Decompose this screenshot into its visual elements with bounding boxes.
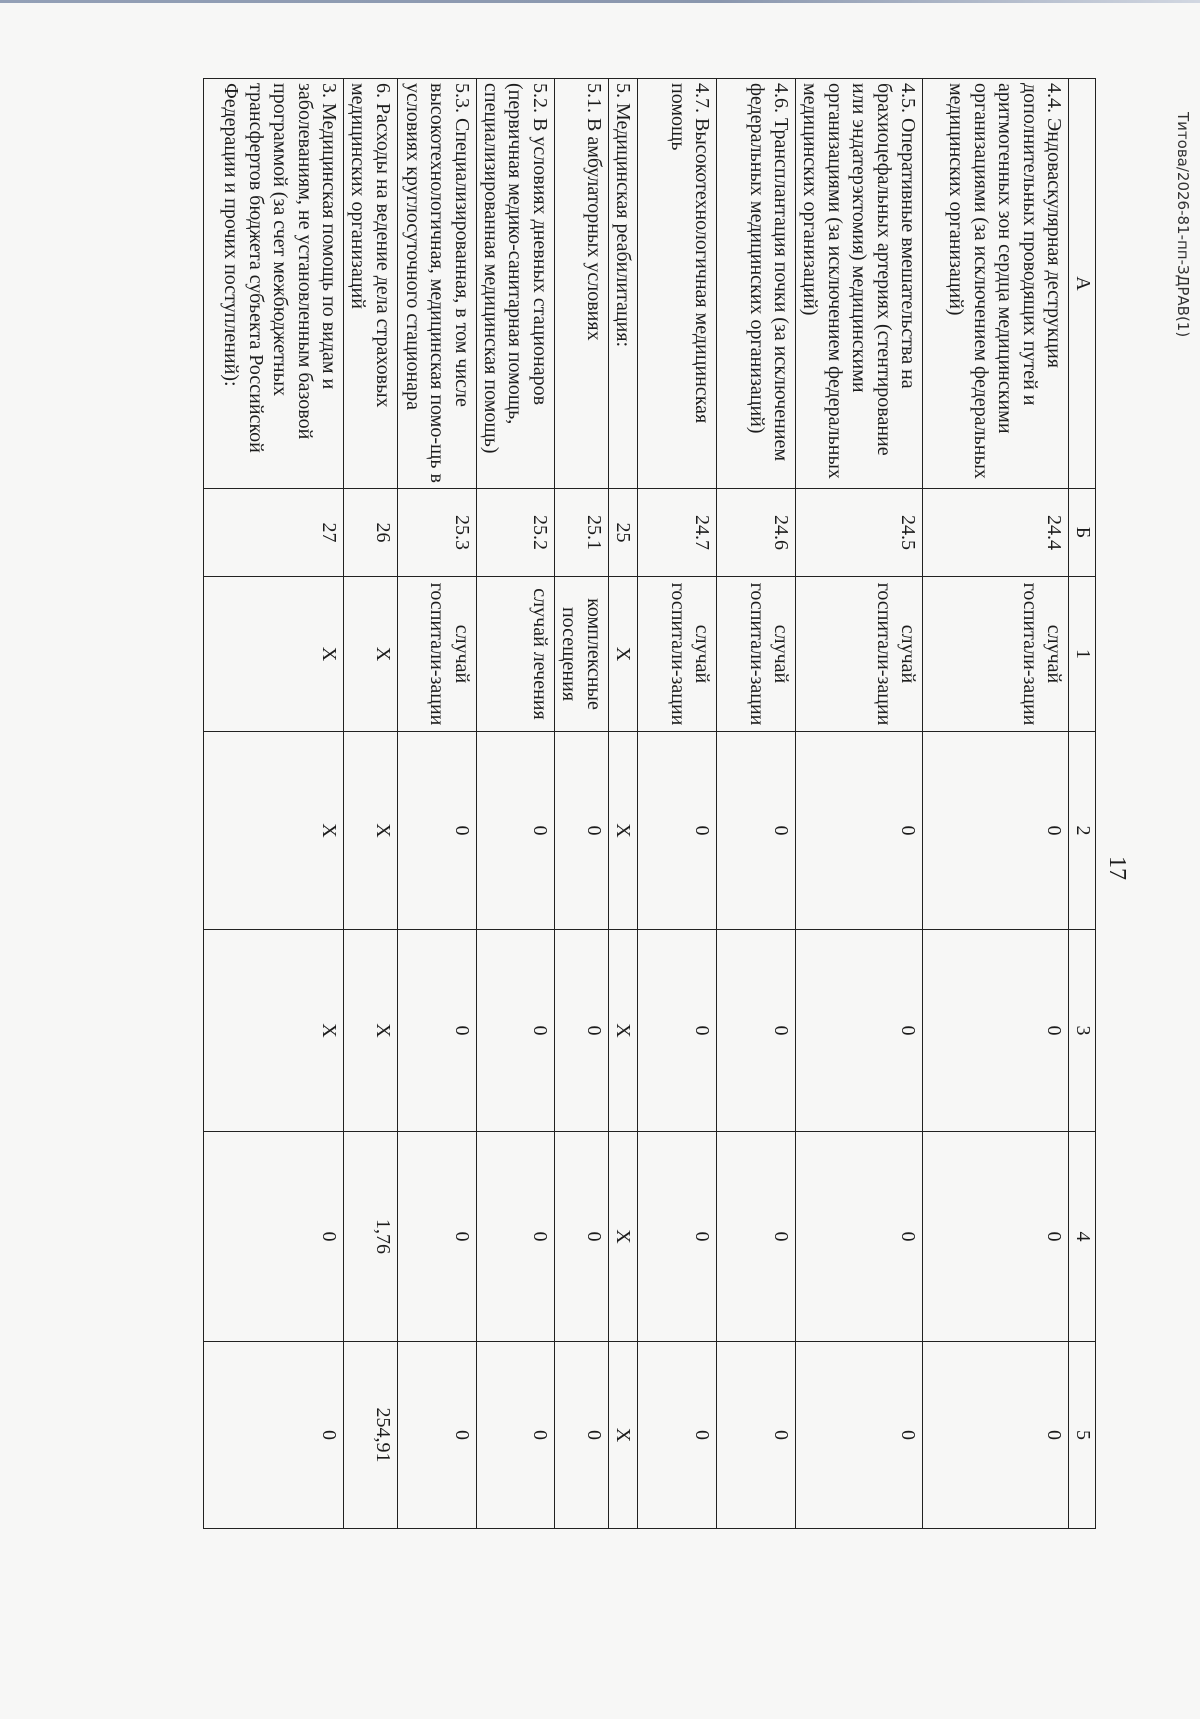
row-col-3: 0 [554, 930, 608, 1132]
row-col-2: 0 [638, 732, 717, 930]
row-unit: X [608, 577, 637, 732]
row-col-4: 0 [638, 1132, 717, 1342]
row-col-3: X [203, 930, 343, 1132]
row-col-3: 0 [923, 930, 1069, 1132]
row-col-2: X [203, 732, 343, 930]
scan-edge [0, 0, 1200, 3]
row-col-4: 0 [476, 1132, 554, 1342]
row-code: 26 [343, 489, 397, 577]
row-col-2: X [608, 732, 637, 930]
row-col-2: 0 [554, 732, 608, 930]
row-col-5: X [608, 1342, 637, 1529]
row-col-5: 0 [717, 1342, 796, 1529]
row-col-3: 0 [638, 930, 717, 1132]
row-name: 4.5. Оперативные вмешательства на брахиоцефальных артериях (стентирование или эндатерэктомия) медицинскими организациями (за исключением федеральных медицинских организаций) [796, 79, 923, 489]
row-col-4: 0 [717, 1132, 796, 1342]
row-col-3: X [343, 930, 397, 1132]
row-col-3: 0 [397, 930, 476, 1132]
row-col-4: 0 [923, 1132, 1069, 1342]
row-code: 25.1 [554, 489, 608, 577]
row-name: 3. Медицинская помощь по видам и заболеваниям, не установленным базовой программой (за счет межбюджетных трансфертов бюджета субъекта Российской Федерации и прочих поступлений): [203, 79, 343, 489]
row-unit: случай госпитали-зации [717, 577, 796, 732]
row-col-4: 0 [554, 1132, 608, 1342]
table-row [608, 79, 637, 1529]
row-col-4: 0 [397, 1132, 476, 1342]
header-col-2: 2 [1069, 732, 1096, 930]
row-code: 24.7 [638, 489, 717, 577]
row-col-5: 0 [796, 1342, 923, 1529]
row-col-5: 0 [397, 1342, 476, 1529]
row-unit: случай госпитали-зации [923, 577, 1069, 732]
row-col-2: 0 [397, 732, 476, 930]
row-name: 5. Медицинская реабилитация: [608, 79, 637, 489]
table-row [343, 79, 397, 1529]
table-row [476, 79, 554, 1529]
row-name: 5.3. Специализированная, в том числе высокотехнологичная, медицинская помо-щь в условиях круглосуточного стационара [397, 79, 476, 489]
row-unit: случай лечения [476, 577, 554, 732]
data-table [203, 78, 1096, 1529]
row-col-2: 0 [923, 732, 1069, 930]
row-code: 25 [608, 489, 637, 577]
row-name: 4.7. Высокотехнологичная медицинская помощь [638, 79, 717, 489]
row-code: 24.6 [717, 489, 796, 577]
row-code: 25.2 [476, 489, 554, 577]
row-col-5: 0 [923, 1342, 1069, 1529]
row-code: 24.4 [923, 489, 1069, 577]
row-unit: случай госпитали-зации [796, 577, 923, 732]
row-col-2: 0 [717, 732, 796, 930]
row-col-2: X [343, 732, 397, 930]
header-col-1: 1 [1069, 577, 1096, 732]
table-row [554, 79, 608, 1529]
row-col-3: 0 [476, 930, 554, 1132]
header-col-b: Б [1069, 489, 1096, 577]
row-name: 4.4. Эндоваскулярная деструкция дополнительных проводящих путей и аритмогенных зон сердца медицинскими организациями (за исключением федеральных медицинских организаций) [923, 79, 1069, 489]
row-unit: X [343, 577, 397, 732]
row-col-5: 254,91 [343, 1342, 397, 1529]
row-col-5: 0 [203, 1342, 343, 1529]
row-col-2: 0 [796, 732, 923, 930]
row-col-4: 1,76 [343, 1132, 397, 1342]
row-unit: комплексные посещения [554, 577, 608, 732]
table-row [203, 79, 343, 1529]
row-name: 6. Расходы на ведение дела страховых медицинских организаций [343, 79, 397, 489]
row-col-2: 0 [476, 732, 554, 930]
row-col-5: 0 [476, 1342, 554, 1529]
header-col-4: 4 [1069, 1132, 1096, 1342]
header-col-3: 3 [1069, 930, 1096, 1132]
row-code: 24.5 [796, 489, 923, 577]
row-code: 25.3 [397, 489, 476, 577]
header-col-a: А [1069, 79, 1096, 489]
rotated-page [176, 38, 1136, 1698]
document-code: Титова/2026-81-пп-ЗДРАВ(1) [1174, 112, 1192, 338]
header-col-5: 5 [1069, 1342, 1096, 1529]
header-row [1069, 79, 1096, 1529]
row-col-4: 0 [796, 1132, 923, 1342]
row-unit: случай госпитали-зации [638, 577, 717, 732]
row-col-5: 0 [638, 1342, 717, 1529]
row-col-4: X [608, 1132, 637, 1342]
page-number: 17 [1104, 856, 1130, 880]
row-code: 27 [203, 489, 343, 577]
table-row [796, 79, 923, 1529]
row-col-3: X [608, 930, 637, 1132]
row-unit: случай госпитали-зации [397, 577, 476, 732]
row-col-3: 0 [796, 930, 923, 1132]
row-unit: X [203, 577, 343, 732]
row-col-3: 0 [717, 930, 796, 1132]
table-row [397, 79, 476, 1529]
table-row [923, 79, 1069, 1529]
row-name: 4.6. Трансплантация почки (за исключением федеральных медицинских организаций) [717, 79, 796, 489]
table-row [717, 79, 796, 1529]
row-name: 5.2. В условиях дневных стационаров (первичная медико-санитарная помощь, специализированная медицинская помощь) [476, 79, 554, 489]
row-col-5: 0 [554, 1342, 608, 1529]
row-col-4: 0 [203, 1132, 343, 1342]
table-row [638, 79, 717, 1529]
row-name: 5.1. В амбулаторных условиях [554, 79, 608, 489]
